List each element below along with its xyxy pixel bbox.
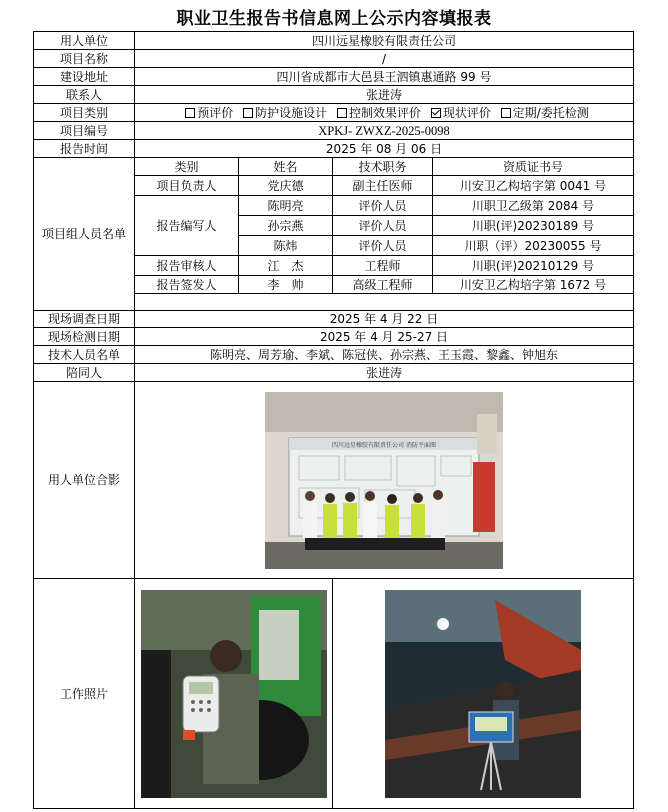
work-photo-1 (141, 590, 327, 798)
signer-cert: 川安卫乙构培字第 1672 号 (433, 276, 634, 294)
address-value: 四川省成都市大邑县王泗镇惠通路 99 号 (135, 68, 634, 86)
category-option-pre-eval[interactable]: 预评价 (179, 106, 233, 120)
page-title: 职业卫生报告书信息网上公示内容填报表 (176, 9, 492, 29)
svg-text:四川远星橡胶有限责任公司 消防平面图: 四川远星橡胶有限责任公司 消防平面图 (332, 441, 436, 449)
team-header-cert: 资质证书号 (433, 158, 634, 176)
checkbox-icon[interactable] (501, 108, 511, 118)
writer-title: 评价人员 (333, 236, 433, 256)
leader-title: 副主任医师 (333, 176, 433, 196)
writer-cert: 川职（评）20230055 号 (433, 236, 634, 256)
project-name-label: 项目名称 (34, 50, 135, 68)
reviewer-title: 工程师 (333, 256, 433, 276)
project-name-value: / (135, 50, 634, 68)
checkbox-icon[interactable] (337, 108, 347, 118)
group-photo (265, 392, 503, 569)
writer-title: 评价人员 (333, 196, 433, 216)
category-label: 项目类别 (34, 104, 135, 122)
group-photo-cell (135, 382, 634, 579)
category-option-status-eval[interactable]: 现状评价 (425, 106, 491, 120)
category-option-protection-design[interactable]: 防护设施设计 (237, 106, 327, 120)
survey-date-value: 2025 年 4 月 22 日 (135, 311, 634, 328)
employer-label: 用人单位 (34, 32, 135, 50)
info-table (33, 31, 634, 809)
survey-date-label: 现场调查日期 (34, 311, 135, 328)
test-date-value: 2025 年 4 月 25-27 日 (135, 328, 634, 346)
signer-name: 李 帅 (239, 276, 333, 294)
leader-role: 项目负责人 (135, 176, 239, 196)
report-time-label: 报告时间 (34, 140, 135, 158)
signer-title: 高级工程师 (333, 276, 433, 294)
escort-label: 陪同人 (34, 364, 135, 382)
signer-role: 报告签发人 (135, 276, 239, 294)
team-header-title: 技术职务 (333, 158, 433, 176)
tech-staff-value: 陈明亮、周芳瑜、李斌、陈冠侠、孙宗燕、王玉霞、黎鑫、钟旭东 (135, 346, 634, 364)
writer-name: 陈炜 (239, 236, 333, 256)
contact-label: 联系人 (34, 86, 135, 104)
tech-staff-label: 技术人员名单 (34, 346, 135, 364)
project-no-label: 项目编号 (34, 122, 135, 140)
team-spacer (135, 294, 634, 311)
checkbox-icon[interactable] (243, 108, 253, 118)
group-photo-label: 用人单位合影 (34, 382, 135, 579)
contact-value: 张进涛 (135, 86, 634, 104)
leader-cert: 川安卫乙构培字第 0041 号 (433, 176, 634, 196)
reviewer-cert: 川职(评)20210129 号 (433, 256, 634, 276)
category-option-periodic-test[interactable]: 定期/委托检测 (495, 106, 589, 120)
writer-role: 报告编写人 (135, 196, 239, 256)
category-option-control-eval[interactable]: 控制效果评价 (331, 106, 421, 120)
checkbox-checked-icon[interactable] (431, 108, 441, 118)
work-photo-label: 工作照片 (34, 579, 135, 809)
work-photo-cell-2 (333, 579, 634, 809)
employer-value: 四川远星橡胶有限责任公司 (135, 32, 634, 50)
team-header-role: 类别 (135, 158, 239, 176)
writer-name: 陈明亮 (239, 196, 333, 216)
leader-name: 党庆德 (239, 176, 333, 196)
checkbox-icon[interactable] (185, 108, 195, 118)
project-no-value: XPKJ- ZWXZ-2025-0098 (135, 122, 634, 140)
work-photo-cell-1 (135, 579, 333, 809)
work-photo-2 (385, 590, 581, 798)
writer-cert: 川职卫乙级第 2084 号 (433, 196, 634, 216)
report-time-value: 2025 年 08 月 06 日 (135, 140, 634, 158)
writer-name: 孙宗燕 (239, 216, 333, 236)
escort-value: 张进涛 (135, 364, 634, 382)
category-options (135, 104, 634, 122)
writer-title: 评价人员 (333, 216, 433, 236)
reviewer-name: 江 杰 (239, 256, 333, 276)
team-label: 项目组人员名单 (34, 158, 135, 311)
writer-cert: 川职(评)20230189 号 (433, 216, 634, 236)
address-label: 建设地址 (34, 68, 135, 86)
test-date-label: 现场检测日期 (34, 328, 135, 346)
reviewer-role: 报告审核人 (135, 256, 239, 276)
team-header-name: 姓名 (239, 158, 333, 176)
